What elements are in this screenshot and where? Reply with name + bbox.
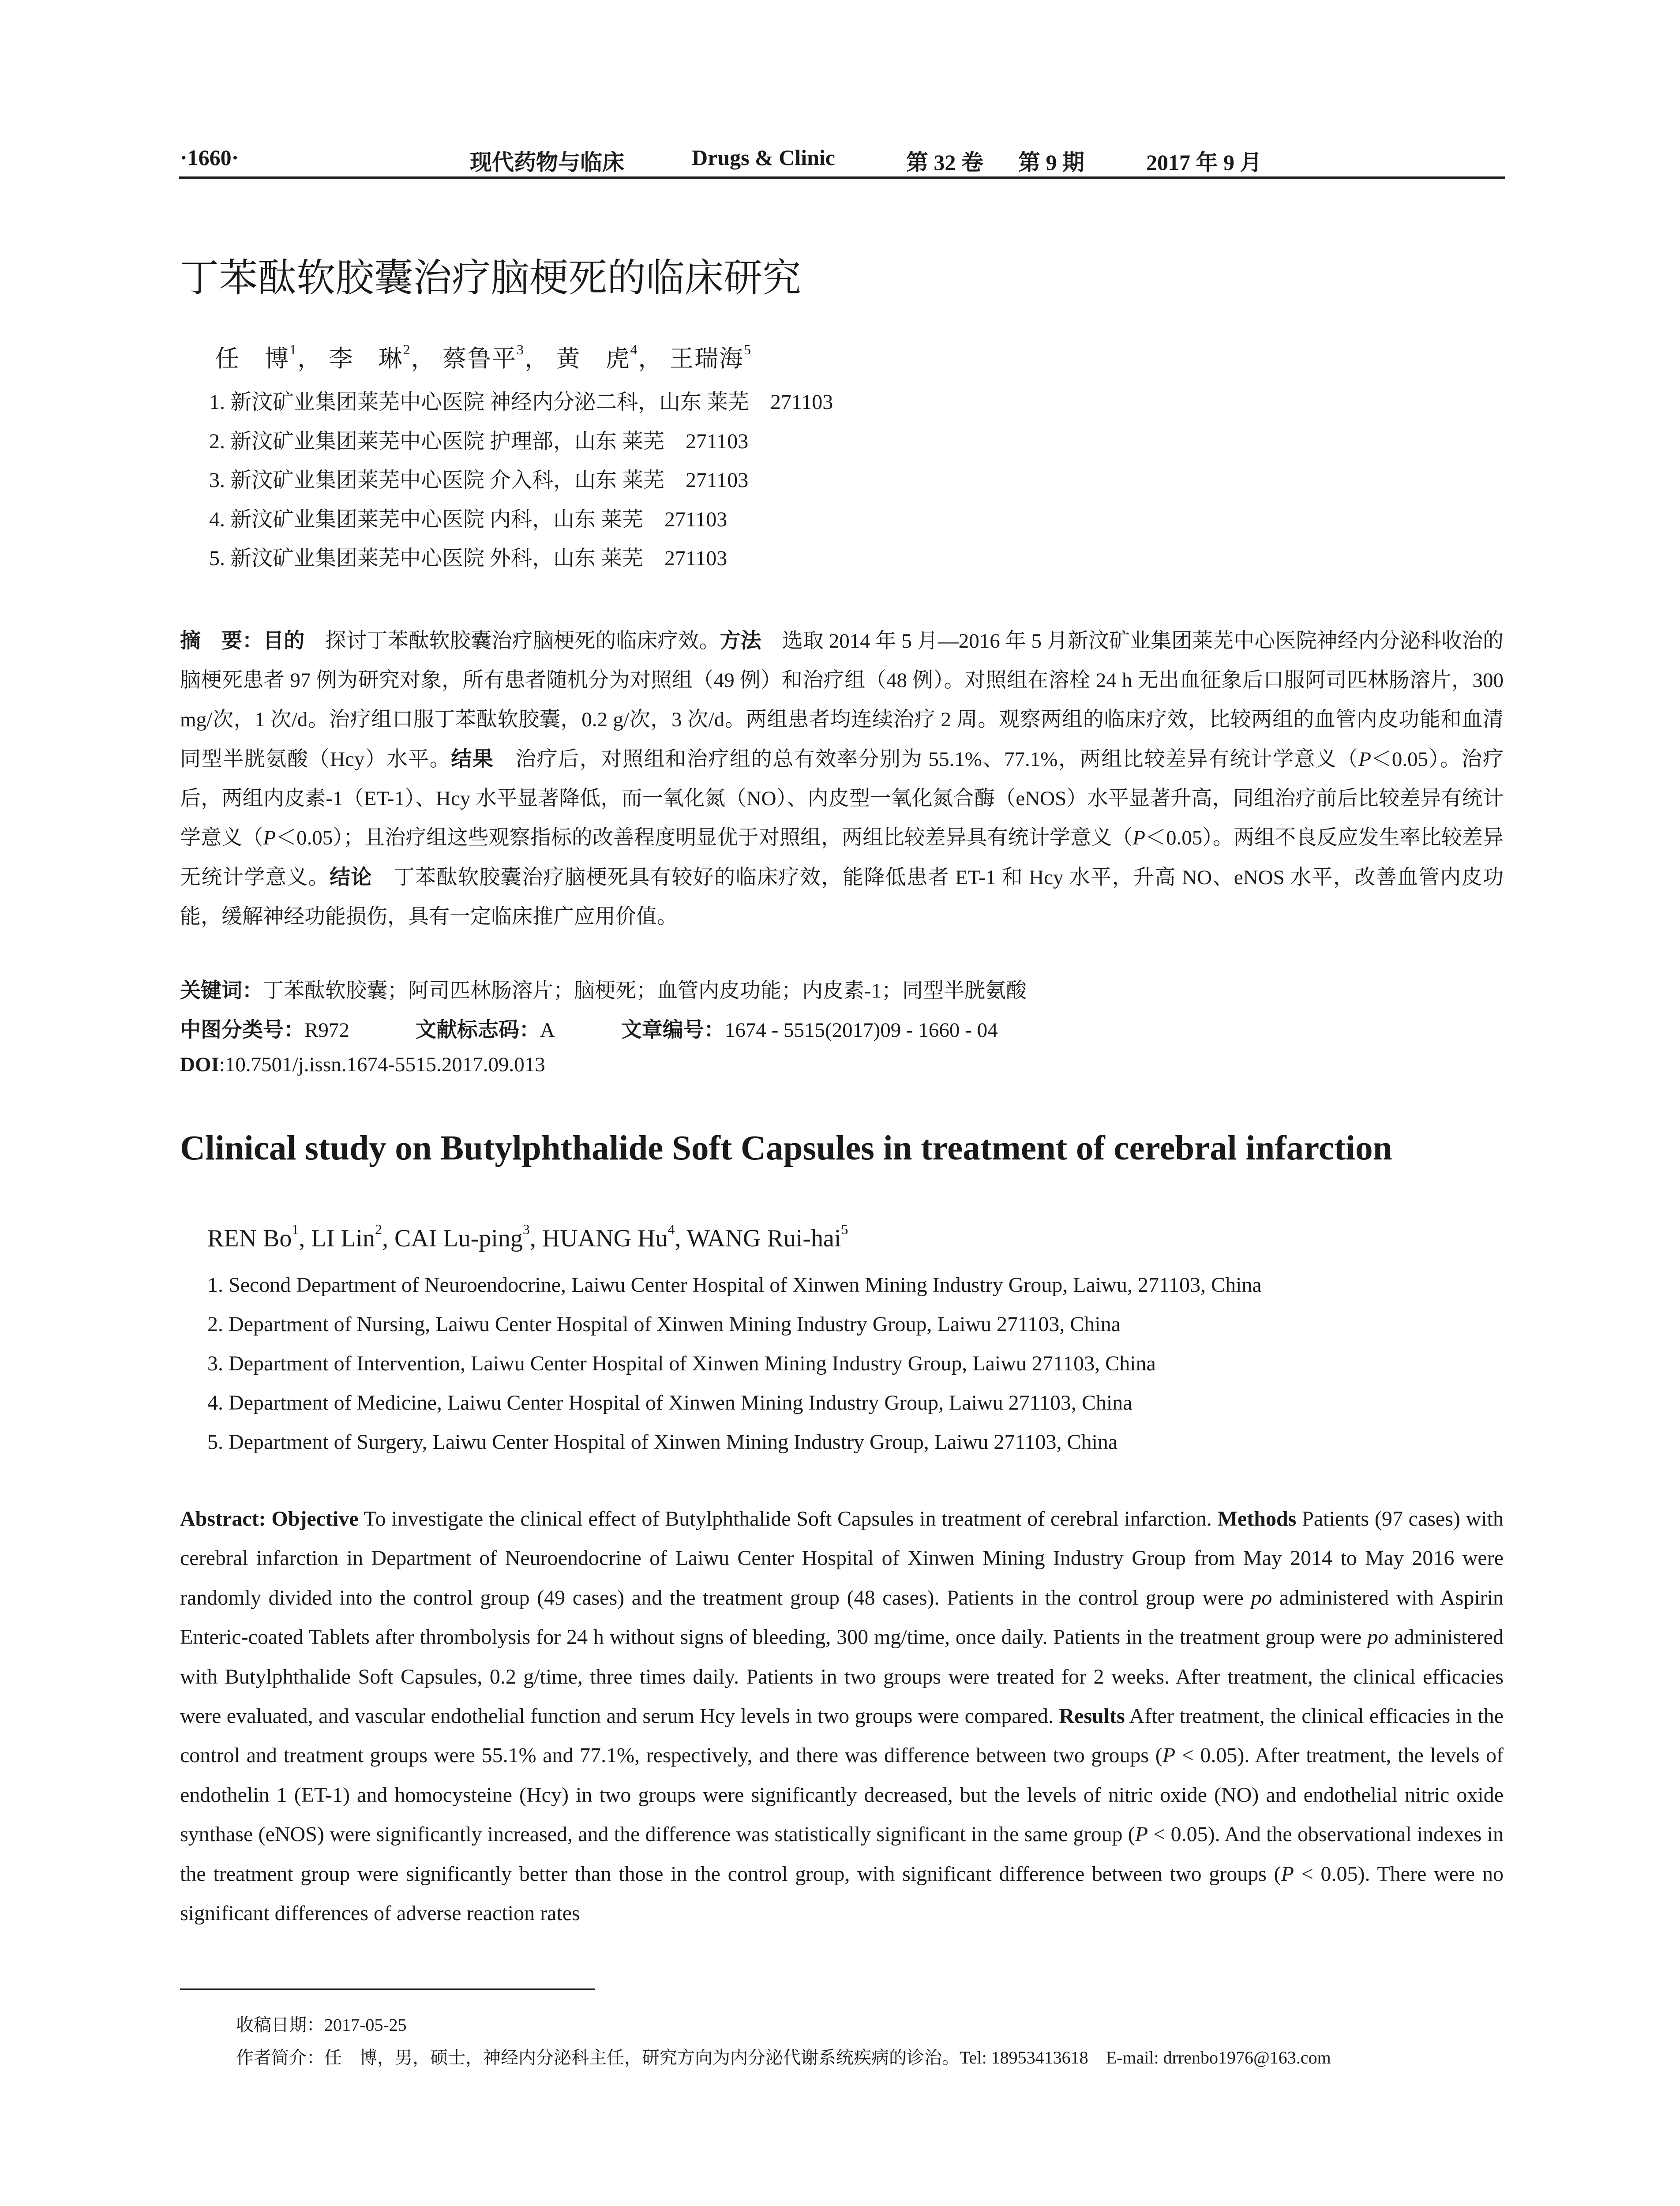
author-bio — [236, 2044, 1331, 2069]
affiliations-en — [207, 1265, 1262, 1462]
doi-line — [180, 1053, 545, 1077]
p-symbol: P — [263, 826, 276, 849]
methods-text-en: administered with Aspirin Enteric-coated Tablets after thrombolysis for 24 h without signs of bleeding, 300 mg/time, once daily. Patients in the treatment group were — [180, 1586, 1504, 1649]
affiliation-cn: 4. 新汶矿业集团莱芜中心医院 内科，山东 莱芜 271103 — [209, 507, 728, 531]
bio-text: 任 博，男，硕士，神经内分泌科主任，研究方向为内分泌代谢系统疾病的诊治。Tel: 18953413618 E-mail: drrenbo1976@163.com — [324, 2048, 1331, 2067]
conclusion-label-cn: 结论 — [330, 865, 372, 889]
issue: 第 9 期 — [1018, 150, 1084, 175]
results-text-en: < 0.05). There were no significant differences of adverse reaction rates — [180, 1862, 1504, 1925]
bio-label: 作者简介： — [236, 2048, 324, 2068]
affiliation-en: 2. Department of Nursing, Laiwu Center Hospital of Xinwen Mining Industry Group, Laiwu 271103, China — [207, 1313, 1121, 1336]
doc-code-value: A — [540, 1019, 555, 1042]
author-en: HUANG Hu$^4$, — [542, 1221, 687, 1252]
author-en: WANG Rui-hai$^5$ — [686, 1221, 848, 1252]
objective-text-en: To investigate the clinical effect of Butylphthalide Soft Capsules in treatment of cerebral infarction. — [358, 1507, 1218, 1531]
results-text-en: < 0.05). After treatment, the levels of endothelin 1 (ET-1) and homocysteine (Hcy) in two groups were significantly decreased, but the levels of nitric oxide (NO) and endothelial nitric oxide synthase (eNOS) were significantly increased, and the difference was statistically significant in the same group ( — [180, 1744, 1504, 1846]
results-label-en: Results — [1059, 1704, 1125, 1728]
methods-label-en: Methods — [1217, 1507, 1297, 1531]
header-rule — [179, 176, 1505, 179]
footnote-rule — [180, 1988, 595, 1990]
methods-text-cn: 选取 2014 年 5 月—2016 年 5 月新汶矿业集团莱芜中心医院神经内分泌科收治的脑梗死患者 97 例为研究对象，所有患者随机分为对照组（49 例）和治疗组（48 例）。对照组在溶栓 24 h 无出血征象后口服阿司匹林肠溶片，300 mg/次，1 次/d。治疗组口服丁苯酞软胶囊，0.2 g/次，3 次/d。两组患者均连续治疗 2 周。观察两组的临床疗效，比较两组的血管内皮功能和血清同型半胱氨酸（Hcy）水平。 — [180, 630, 1504, 771]
doi-label: DOI — [180, 1053, 219, 1076]
abstract-label-cn: 摘 要： — [180, 629, 263, 653]
results-text-cn: ＜0.05）。两组不良反应发生率比较差异无统计学意义。 — [180, 826, 1504, 889]
results-text-cn: ＜0.05）；且治疗组这些观察指标的改善程度明显优于对照组，两组比较差异具有统计学意义（ — [276, 826, 1133, 849]
affiliation-en: 5. Department of Surgery, Laiwu Center Hospital of Xinwen Mining Industry Group, Laiwu 271103, China — [207, 1430, 1118, 1454]
methods-text-en: Patients (97 cases) with cerebral infarction in Department of Neuroendocrine of Laiwu Center Hospital of Xinwen Mining Industry Group from May 2014 to May 2016 were randomly divided into the control group (49 cases) and the treatment group (48 cases). Patients in the control group were — [180, 1507, 1504, 1609]
received-label: 收稿日期： — [236, 2015, 324, 2035]
conclusion-text-cn: 丁苯酞软胶囊治疗脑梗死具有较好的临床疗效，能降低患者 ET-1 和 Hcy 水平，升高 NO、eNOS 水平，改善血管内皮功能，缓解神经功能损伤，具有一定临床推广应用价值。 — [180, 866, 1504, 928]
article-no-value: 1674 - 5515(2017)09 - 1660 - 04 — [724, 1019, 998, 1042]
keywords-text: 丁苯酞软胶囊；阿司匹林肠溶片；脑梗死；血管内皮功能；内皮素-1；同型半胱氨酸 — [263, 979, 1027, 1002]
page-number: ·1660· — [180, 145, 239, 170]
author-cn: 任 博$^1$， — [215, 341, 322, 372]
doc-code-label: 文献标志码： — [415, 1018, 540, 1042]
title-cn: 丁苯酞软胶囊治疗脑梗死的临床研究 — [180, 255, 802, 300]
p-symbol: P — [1132, 826, 1145, 849]
keywords-label: 关键词： — [180, 979, 263, 1003]
author-cn: 黄 虎$^4$， — [556, 341, 663, 372]
results-text-cn: ＜0.05）。治疗后，两组内皮素-1（ET-1）、Hcy 水平显著降低，而一氧化氮（NO）、内皮型一氧化氮合酶（eNOS）水平显著升高，同组治疗前后比较差异有统计学意义（ — [180, 748, 1504, 849]
authors-cn — [215, 340, 752, 374]
p-symbol: P — [1358, 748, 1371, 771]
doi-value: :10.7501/j.issn.1674-5515.2017.09.013 — [219, 1053, 545, 1076]
received-value: 2017-05-25 — [324, 2015, 407, 2035]
abstract-label-en: Abstract: Objective — [180, 1507, 359, 1531]
affiliation-cn: 3. 新汶矿业集团莱芜中心医院 介入科，山东 莱芜 271103 — [209, 469, 749, 492]
affiliation-en: 1. Second Department of Neuroendocrine, Laiwu Center Hospital of Xinwen Mining Industry Group, Laiwu, 271103, China — [207, 1273, 1262, 1297]
journal-name-en: Drugs & Clinic — [692, 145, 835, 170]
results-text-cn: 治疗后，对照组和治疗组的总有效率分别为 55.1%、77.1%，两组比较差异有统计学意义（ — [494, 748, 1359, 771]
title-en: Clinical study on Butylphthalide Soft Capsules in treatment of cerebral infarction — [180, 1129, 1392, 1167]
classification-line — [180, 1013, 998, 1043]
abstract-en — [180, 1499, 1504, 1933]
p-symbol: P — [1162, 1744, 1176, 1767]
clc-label: 中图分类号： — [180, 1018, 304, 1042]
affiliation-cn: 2. 新汶矿业集团莱芜中心医院 护理部，山东 莱芜 271103 — [209, 429, 749, 453]
affiliation-cn: 1. 新汶矿业集团莱芜中心医院 神经内分泌二科，山东 莱芜 271103 — [209, 390, 833, 414]
abstract-cn — [180, 621, 1504, 937]
objective-label-cn: 目的 — [263, 629, 305, 653]
results-text-en: After treatment, the clinical efficacies in the control and treatment groups were 55.1% and 77.1%, respectively, and there was difference between two groups ( — [180, 1704, 1504, 1767]
running-header — [180, 140, 1504, 176]
author-en: CAI Lu-ping$^3$, — [394, 1221, 542, 1252]
received-date — [236, 2011, 407, 2036]
results-text-en: < 0.05). And the observational indexes in the treatment group were significantly better than those in the control group, with significant difference between two groups ( — [180, 1823, 1504, 1886]
authors-en — [207, 1221, 848, 1253]
methods-label-cn: 方法 — [720, 629, 761, 653]
journal-name-cn: 现代药物与临床 — [470, 150, 624, 175]
article-no-label: 文章编号： — [621, 1018, 725, 1042]
affiliation-en: 3. Department of Intervention, Laiwu Center Hospital of Xinwen Mining Industry Group, Laiwu 271103, China — [207, 1352, 1156, 1375]
affiliation-en: 4. Department of Medicine, Laiwu Center Hospital of Xinwen Mining Industry Group, Laiwu 271103, China — [207, 1391, 1132, 1414]
author-en: LI Lin$^2$, — [311, 1221, 394, 1252]
p-symbol: P — [1281, 1862, 1294, 1886]
p-symbol: P — [1135, 1823, 1148, 1846]
clc-value: R972 — [304, 1019, 349, 1042]
affiliations-cn — [209, 383, 833, 578]
methods-text-en: administered with Butylphthalide Soft Capsules, 0.2 g/time, three times daily. Patients in two groups were treated for 2 weeks. After treatment, the clinical efficacies were evaluated, and vascular endothelial function and serum Hcy levels in two groups were compared. — [180, 1625, 1504, 1728]
volume: 第 32 卷 — [906, 150, 983, 175]
author-cn: 李 琳$^2$， — [329, 341, 436, 372]
author-cn: 蔡鲁平$^3$， — [442, 341, 549, 372]
po-term: po — [1367, 1625, 1389, 1649]
keywords-cn — [180, 974, 1027, 1004]
results-label-cn: 结果 — [451, 747, 494, 771]
objective-text-cn: 探讨丁苯酞软胶囊治疗脑梗死的临床疗效。 — [304, 630, 720, 653]
po-term: po — [1251, 1586, 1272, 1609]
affiliation-cn: 5. 新汶矿业集团莱芜中心医院 外科，山东 莱芜 271103 — [209, 547, 728, 570]
issue-date: 2017 年 9 月 — [1146, 150, 1262, 175]
author-cn: 王瑞海$^5$ — [670, 341, 752, 372]
author-en: REN Bo$^1$, — [207, 1221, 311, 1252]
